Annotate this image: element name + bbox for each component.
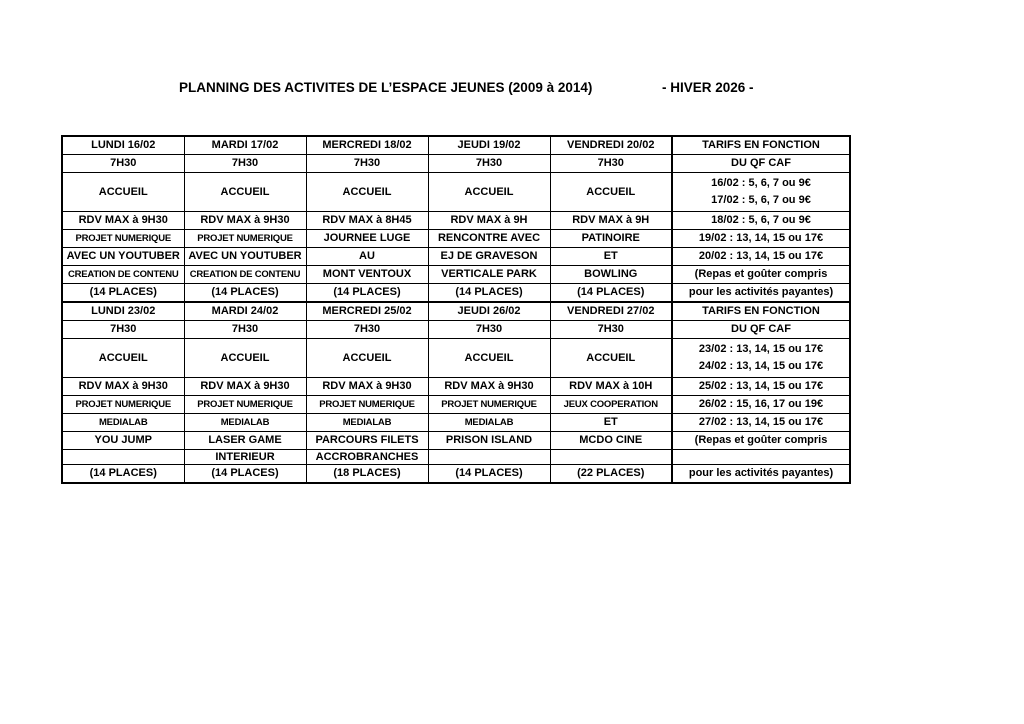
activity-line: CREATION DE CONTENU [184,266,306,284]
activity-line [62,450,184,465]
places-count: (14 PLACES) [62,284,184,303]
arrival-time: 7H30 [62,155,184,173]
tarif-title: TARIFS EN FONCTION [672,136,850,155]
table-row [62,212,850,230]
activity-line: PROJET NUMERIQUE [62,230,184,248]
tarif-cell [672,173,850,212]
day-header: JEUDI 26/02 [428,302,550,321]
arrival-time: 7H30 [184,155,306,173]
rdv-time: RDV MAX à 9H [550,212,672,230]
activity-line: INTERIEUR [184,450,306,465]
arrival-time: 7H30 [306,155,428,173]
activity-line: MCDO CINE [550,432,672,450]
arrival-time: 7H30 [306,321,428,339]
tarif-line: 19/02 : 13, 14, 15 ou 17€ [672,230,850,248]
accueil-label: ACCUEIL [550,339,672,378]
table-row [62,378,850,396]
accueil-label: ACCUEIL [428,173,550,212]
activity-line: MEDIALAB [428,414,550,432]
places-count: (22 PLACES) [550,465,672,484]
tarif-empty [672,450,850,465]
activity-line: PARCOURS FILETS [306,432,428,450]
tarif-line: 18/02 : 5, 6, 7 ou 9€ [672,212,850,230]
places-count: (18 PLACES) [306,465,428,484]
day-header: VENDREDI 27/02 [550,302,672,321]
day-header: LUNDI 16/02 [62,136,184,155]
tarif-note: pour les activités payantes) [672,284,850,303]
table-row [62,173,850,212]
rdv-time: RDV MAX à 9H [428,212,550,230]
activity-line [428,450,550,465]
day-header: MERCREDI 25/02 [306,302,428,321]
activity-line: MEDIALAB [184,414,306,432]
places-count: (14 PLACES) [184,284,306,303]
arrival-time: 7H30 [62,321,184,339]
accueil-label: ACCUEIL [306,339,428,378]
activity-line: CREATION DE CONTENU [62,266,184,284]
tarif-line: 20/02 : 13, 14, 15 ou 17€ [672,248,850,266]
tarif-line: 25/02 : 13, 14, 15 ou 17€ [672,378,850,396]
activity-line: ACCROBRANCHES [306,450,428,465]
table-row [62,339,850,378]
activity-line: ET [550,414,672,432]
activity-line: AU [306,248,428,266]
places-count: (14 PLACES) [184,465,306,484]
accueil-label: ACCUEIL [184,339,306,378]
tarif-subtitle: DU QF CAF [672,321,850,339]
table-row [62,248,850,266]
tarif-line: 26/02 : 15, 16, 17 ou 19€ [672,396,850,414]
rdv-time: RDV MAX à 9H30 [306,378,428,396]
accueil-label: ACCUEIL [62,173,184,212]
table-row [62,465,850,484]
tarif-line: 23/02 : 13, 14, 15 ou 17€ [698,343,824,355]
tarif-title: TARIFS EN FONCTION [672,302,850,321]
activity-line: AVEC UN YOUTUBER [62,248,184,266]
table-row [62,321,850,339]
accueil-label: ACCUEIL [550,173,672,212]
tarif-note: (Repas et goûter compris [672,266,850,284]
activity-line: RENCONTRE AVEC [428,230,550,248]
tarif-note: pour les activités payantes) [672,465,850,484]
arrival-time: 7H30 [428,155,550,173]
rdv-time: RDV MAX à 10H [550,378,672,396]
rdv-time: RDV MAX à 8H45 [306,212,428,230]
tarif-line: 16/02 : 5, 6, 7 ou 9€ [711,177,811,189]
activity-line: MEDIALAB [62,414,184,432]
tarif-note: (Repas et goûter compris [672,432,850,450]
activity-line: YOU JUMP [62,432,184,450]
season-label: - HIVER 2026 - [662,80,754,95]
tarif-line: 24/02 : 13, 14, 15 ou 17€ [698,360,824,372]
places-count: (14 PLACES) [428,284,550,303]
activity-line: VERTICALE PARK [428,266,550,284]
arrival-time: 7H30 [184,321,306,339]
activity-line: PROJET NUMERIQUE [428,396,550,414]
table-row [62,284,850,303]
rdv-time: RDV MAX à 9H30 [428,378,550,396]
activity-planning-table [61,135,851,484]
accueil-label: ACCUEIL [62,339,184,378]
planning-table-body [62,136,850,483]
day-header: JEUDI 19/02 [428,136,550,155]
page-title: PLANNING DES ACTIVITES DE L’ESPACE JEUNES (2009 à 2014) [179,80,593,95]
table-row [62,155,850,173]
activity-line: PROJET NUMERIQUE [62,396,184,414]
rdv-time: RDV MAX à 9H30 [184,212,306,230]
activity-line: PROJET NUMERIQUE [184,396,306,414]
activity-line: MEDIALAB [306,414,428,432]
activity-line: PROJET NUMERIQUE [184,230,306,248]
activity-line: JEUX COOPERATION [550,396,672,414]
arrival-time: 7H30 [550,155,672,173]
tarif-line: 27/02 : 13, 14, 15 ou 17€ [672,414,850,432]
accueil-label: ACCUEIL [428,339,550,378]
activity-line: EJ DE GRAVESON [428,248,550,266]
table-row [62,414,850,432]
day-header: MARDI 17/02 [184,136,306,155]
activity-line: ET [550,248,672,266]
arrival-time: 7H30 [428,321,550,339]
tarif-cell [672,339,850,378]
activity-line: JOURNEE LUGE [306,230,428,248]
activity-line: PRISON ISLAND [428,432,550,450]
places-count: (14 PLACES) [62,465,184,484]
places-count: (14 PLACES) [550,284,672,303]
activity-line: PROJET NUMERIQUE [306,396,428,414]
table-row [62,136,850,155]
activity-line: AVEC UN YOUTUBER [184,248,306,266]
arrival-time: 7H30 [550,321,672,339]
table-row [62,450,850,465]
tarif-line: 17/02 : 5, 6, 7 ou 9€ [711,194,811,206]
rdv-time: RDV MAX à 9H30 [62,212,184,230]
activity-line: LASER GAME [184,432,306,450]
table-row [62,230,850,248]
places-count: (14 PLACES) [306,284,428,303]
accueil-label: ACCUEIL [184,173,306,212]
day-header: MERCREDI 18/02 [306,136,428,155]
table-row [62,266,850,284]
tarif-subtitle: DU QF CAF [672,155,850,173]
day-header: VENDREDI 20/02 [550,136,672,155]
table-row [62,432,850,450]
accueil-label: ACCUEIL [306,173,428,212]
activity-line: PATINOIRE [550,230,672,248]
activity-line: BOWLING [550,266,672,284]
table-row [62,396,850,414]
activity-line [550,450,672,465]
rdv-time: RDV MAX à 9H30 [62,378,184,396]
activity-line: MONT VENTOUX [306,266,428,284]
day-header: LUNDI 23/02 [62,302,184,321]
day-header: MARDI 24/02 [184,302,306,321]
places-count: (14 PLACES) [428,465,550,484]
table-row [62,302,850,321]
rdv-time: RDV MAX à 9H30 [184,378,306,396]
